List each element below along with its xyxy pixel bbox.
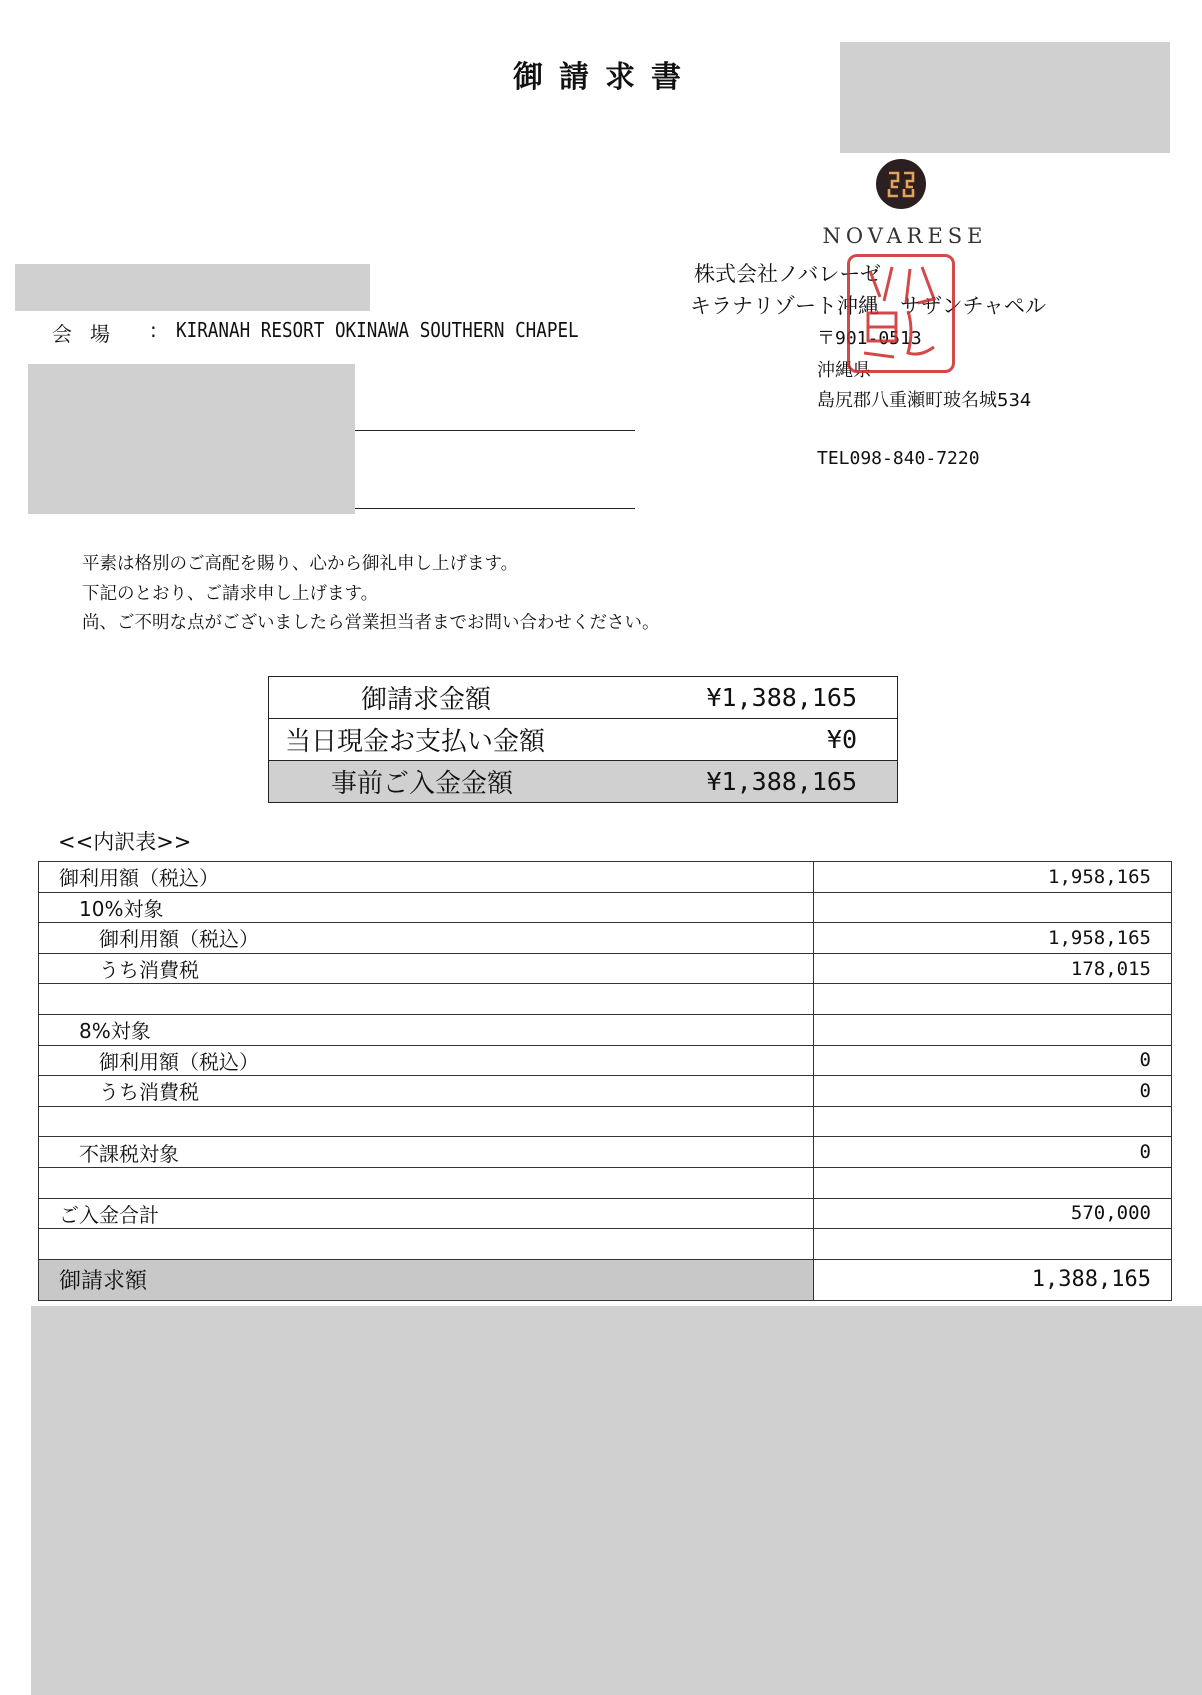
- row-value: 0: [814, 1045, 1172, 1076]
- table-row: [39, 1229, 1172, 1260]
- row-value: 1,958,165: [814, 862, 1172, 893]
- customer-line-2: [355, 508, 635, 509]
- table-row-total: [39, 1259, 1172, 1300]
- redacted-block-top-right: [840, 42, 1170, 153]
- row-label: 御利用額（税込）: [39, 1045, 814, 1076]
- issuer-prefecture: 沖縄県: [817, 360, 871, 381]
- table-row: [39, 1045, 1172, 1076]
- table-row: [39, 923, 1172, 954]
- issuer-branch: キラナリゾート沖縄 サザンチャペル: [690, 294, 1046, 318]
- row-value: [814, 1106, 1172, 1137]
- breakdown-title: <<内訳表>>: [58, 830, 192, 854]
- row-value: 1,958,165: [814, 923, 1172, 954]
- summary-label: 御請求金額: [269, 677, 641, 719]
- row-value: [814, 1229, 1172, 1260]
- row-label: [39, 1229, 814, 1260]
- row-label: [39, 1106, 814, 1137]
- table-row: [39, 1076, 1172, 1107]
- row-value: 0: [814, 1076, 1172, 1107]
- venue-name: KIRANAH RESORT OKINAWA SOUTHERN CHAPEL: [176, 318, 579, 342]
- row-label: うち消費税: [39, 953, 814, 984]
- summary-value: ¥0: [641, 719, 898, 761]
- row-value: 0: [814, 1137, 1172, 1168]
- breakdown-table: [38, 861, 1172, 1301]
- logo-glyph-icon: [884, 167, 918, 201]
- message-line-3: 尚、ご不明な点がございましたら営業担当者までお問い合わせください。: [82, 613, 660, 633]
- redacted-block-bottom: [31, 1306, 1202, 1695]
- issuer-address: 島尻郡八重瀬町玻名城534: [817, 390, 1032, 411]
- venue-colon: :: [150, 318, 157, 342]
- row-label: 御利用額（税込）: [39, 862, 814, 893]
- company-seal-stamp: [847, 254, 955, 373]
- table-row: [39, 1106, 1172, 1137]
- row-label: [39, 984, 814, 1015]
- seal-glyph-icon: [850, 257, 952, 370]
- row-label: 御利用額（税込）: [39, 923, 814, 954]
- redacted-block-customer: [28, 364, 355, 514]
- summary-row-advance-payment: [269, 761, 898, 803]
- row-label: 10%対象: [39, 892, 814, 923]
- message-line-1: 平素は格別のご高配を賜り、心から御礼申し上げます。: [82, 554, 519, 574]
- row-value: 178,015: [814, 953, 1172, 984]
- customer-line-1: [355, 430, 635, 431]
- message-line-2: 下記のとおり、ご請求申し上げます。: [82, 584, 379, 604]
- table-row: [39, 984, 1172, 1015]
- row-value: 1,388,165: [814, 1259, 1172, 1300]
- issuer-postal: 〒901-0513: [817, 328, 922, 349]
- table-row: [39, 1137, 1172, 1168]
- row-label: [39, 1167, 814, 1198]
- summary-value: ¥1,388,165: [641, 677, 898, 719]
- redacted-block-recipient: [15, 264, 370, 311]
- table-row: [39, 1198, 1172, 1229]
- document-title: 御請求書: [513, 60, 697, 95]
- row-label: 御請求額: [39, 1259, 814, 1300]
- row-value: [814, 984, 1172, 1015]
- summary-row-invoice-amount: [269, 677, 898, 719]
- table-row: [39, 1014, 1172, 1045]
- table-row: [39, 862, 1172, 893]
- row-label: 不課税対象: [39, 1137, 814, 1168]
- venue-label: 会場: [52, 322, 128, 346]
- table-row: [39, 892, 1172, 923]
- row-label: ご入金合計: [39, 1198, 814, 1229]
- summary-table: [268, 676, 898, 803]
- summary-label: 当日現金お支払い金額: [269, 719, 641, 761]
- issuer-tel: TEL098-840-7220: [817, 448, 980, 469]
- row-value: [814, 892, 1172, 923]
- table-row: [39, 953, 1172, 984]
- row-label: うち消費税: [39, 1076, 814, 1107]
- issuer-company: 株式会社ノバレーゼ: [694, 262, 881, 286]
- row-value: [814, 1014, 1172, 1045]
- novarese-logo-mark: [876, 159, 926, 209]
- row-value: [814, 1167, 1172, 1198]
- summary-row-same-day-cash: [269, 719, 898, 761]
- summary-label: 事前ご入金金額: [269, 761, 641, 803]
- summary-value: ¥1,388,165: [641, 761, 898, 803]
- table-row: [39, 1167, 1172, 1198]
- brand-name: NOVARESE: [822, 224, 988, 248]
- row-value: 570,000: [814, 1198, 1172, 1229]
- row-label: 8%対象: [39, 1014, 814, 1045]
